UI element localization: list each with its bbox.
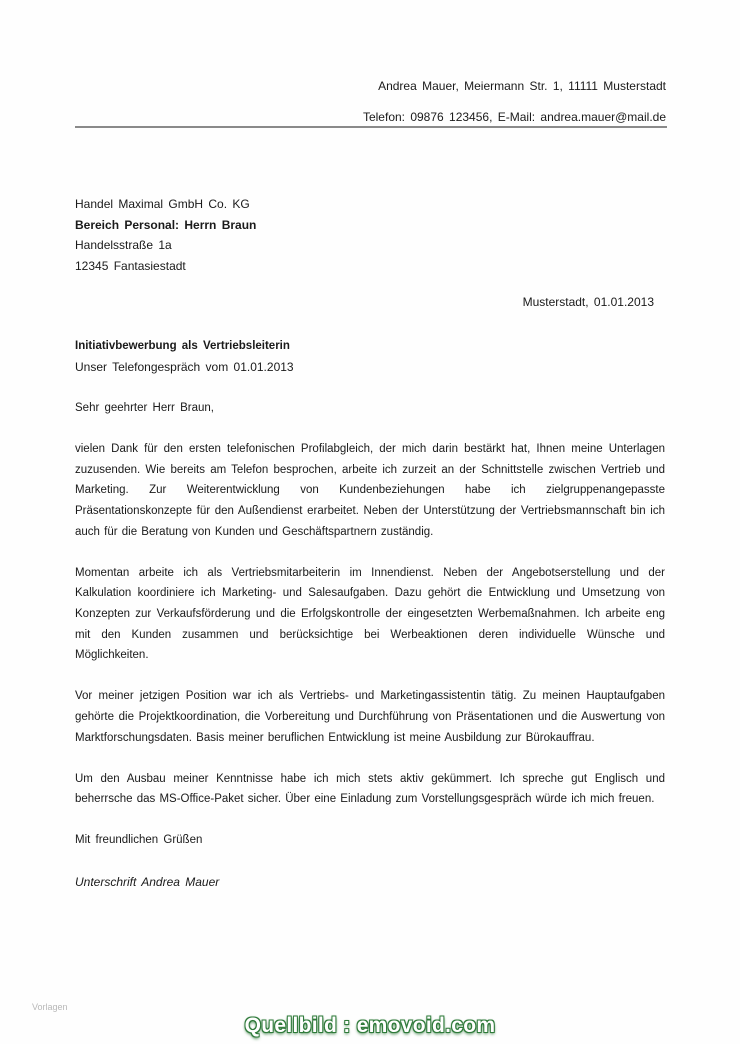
watermark-text: Vorlagen: [32, 1002, 68, 1012]
recipient-street: Handelsstraße 1a: [75, 238, 172, 253]
date-line: Musterstadt, 01.01.2013: [522, 295, 654, 309]
recipient-department: Bereich Personal: Herrn Braun: [75, 217, 257, 232]
recipient-address-block: [75, 194, 256, 276]
image-source-watermark: Quellbild : emovoid.com: [244, 1014, 496, 1037]
subject-block: [75, 336, 294, 377]
body-paragraph: Momentan arbeite ich als Vertriebsmitarbeiterin im Innendienst. Neben der Angebotserstellung und der Kalkulation koordiniere ich Marketing- und Salesaufgaben. Dazu gehört die Entwicklung und Umsetzung von Konzepten zur Verkaufsförderung und die Erfolgskontrolle der eingesetzten Werbemaßnahmen. Ich arbeite eng mit den Kunden zusammen und berücksichtige bei Werbeaktionen deren individuelle Wünsche und Möglichkeiten.: [75, 566, 665, 662]
closing: Mit freundlichen Grüßen: [75, 834, 203, 847]
letter-body: [75, 398, 665, 892]
body-paragraph: Um den Ausbau meiner Kenntnisse habe ich mich stets aktiv gekümmert. Ich spreche gut Englisch und beherrsche das MS-Office-Paket sicher. Über eine Einladung zum Vorstellungsgespräch würde ich mich freuen.: [75, 772, 665, 806]
recipient-city: 12345 Fantasiestadt: [75, 258, 186, 273]
sender-contact-line: Telefon: 09876 123456, E-Mail: andrea.mauer@mail.de: [362, 110, 666, 124]
body-paragraph: vielen Dank für den ersten telefonischen Profilabgleich, der mich darin bestärkt hat, Ihnen meine Unterlagen zuzusenden. Wie bereits am Telefon besprochen, arbeite ich zurzeit an der Schnittstelle zwischen Vertrieb und Marketing. Zur Weiterentwicklung von Kundenbeziehungen habe ich zielgruppenangepasste Präsentationskonzepte für den Außendienst erarbeitet. Neben der Unterstützung der Vertriebsmannschaft bin ich auch für die Beratung von Kunden und Geschäftspartnern zuständig.: [75, 443, 665, 538]
salutation: Sehr geehrter Herr Braun,: [75, 402, 214, 414]
header-divider: [75, 126, 667, 128]
recipient-company: Handel Maximal GmbH Co. KG: [75, 197, 250, 211]
subject-title: Initiativbewerbung als Vertriebsleiterin: [75, 340, 290, 352]
sender-address-line: Andrea Mauer, Meiermann Str. 1, 11111 Musterstadt: [378, 79, 666, 93]
body-paragraph: Vor meiner jetzigen Position war ich als Vertriebs- und Marketingassistentin tätig. Zu meinen Hauptaufgaben gehörte die Projektkoordination, die Vorbereitung und Durchführung von Präsentationen und die Auswertung von Marktforschungsdaten. Basis meiner beruflichen Entwicklung ist meine Ausbildung zur Bürokauffrau.: [75, 690, 665, 744]
signature: Unterschrift Andrea Mauer: [75, 874, 220, 889]
subject-reference: Unser Telefongespräch vom 01.01.2013: [75, 359, 294, 374]
